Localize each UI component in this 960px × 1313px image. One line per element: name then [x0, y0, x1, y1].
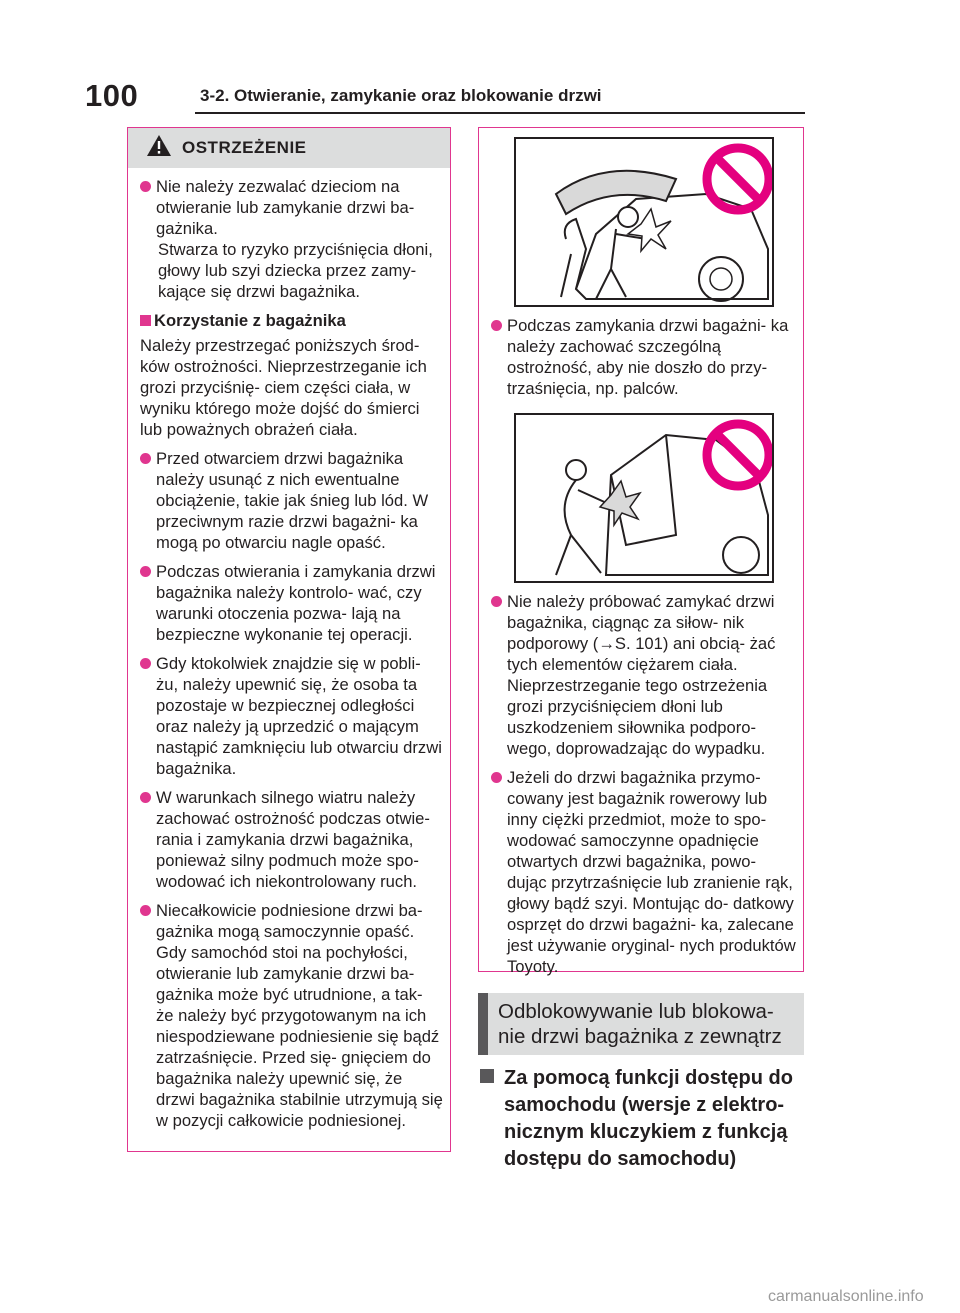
warning-bullet: Nie należy próbować zamykać drzwi bagażnika, ciągnąc za siłow- nik podporowy (→S. 101) ani obcią- żać tych elementów ciężarem ciała. Nieprzestrzeganie tego ostrzeżenia grozi przyciśnięciem dłoni lub uszkodzeniem siłownika podporo- wego, doprowadzając do wypadku. [491, 591, 797, 759]
section-banner: Odblokowywanie lub blokowa- nie drzwi bagażnika z zewnątrz [478, 993, 804, 1055]
bullet-text: Nie należy zezwalać dzieciom na otwieranie lub zamykanie drzwi ba- gażnika. [156, 177, 415, 238]
warning-bullet: Przed otwarciem drzwi bagażnika należy usunąć z nich ewentualne obciążenie, takie jak śnieg lub lód. W przeciwnym razie drzwi bagażni- ka mogą po otwarciu nagle opaść. [140, 448, 444, 553]
chapter-title: 3-2. Otwieranie, zamykanie oraz blokowanie drzwi [200, 86, 602, 105]
subhead-trunk-use: Korzystanie z bagażnika [140, 310, 444, 331]
section-heading [480, 1065, 810, 1173]
warning-bullet: Niecałkowicie podniesione drzwi ba- gażnika mogą samoczynnie opaść. Gdy samochód stoi na pochyłości, otwieranie lub zamykanie drzwi ba- gażnika może być utrudnione, a tak- że należy być przygotowanym na ich niespodziewane podniesienie się bądź zatrzaśnięcie. Przed się- gnięciem do bagażnika należy upewnić się, że drzwi bagażnika stabilnie utrzymują się w pozycji całkowicie podniesionej. [140, 900, 444, 1131]
warning-bullet: Podczas otwierania i zamykania drzwi bagażnika należy kontrolo- wać, czy warunki otoczenia pozwa- lają na bezpieczne wykonanie tej operacji. [140, 561, 444, 645]
warning-bullet: W warunkach silnego wiatru należy zachować ostrożność podczas otwie- rania i zamykania drzwi bagażnika, ponieważ silny podmuch może spo- wodować ich niekontrolowany ruch. [140, 787, 444, 892]
warning-bullet: Jeżeli do drzwi bagażnika przymo- cowany jest bagażnik rowerowy lub inny ciężki przedmiot, może to spo- wodować samoczynne opadnięcie otwartych drzwi bagażnika, powo- dując przytrzaśnięcie lub zranienie rąk, głowy bądź szyi. Montując do- datkowy osprzęt do drzwi bagażni- ka, zalecane jest używanie oryginal- nych produktów Toyoty. [491, 767, 797, 977]
warning-header [128, 128, 450, 168]
heading-square-icon [480, 1069, 494, 1083]
page-number: 100 [85, 78, 139, 113]
illustration-person-tailgate [514, 413, 774, 583]
header-rule [195, 112, 805, 114]
warning-bullet: Gdy ktokolwiek znajdzie się w pobli- żu, należy upewnić się, że osoba ta pozostaje w bezpiecznej odległości oraz należy ją uprzedzić o mającym nastąpić zamknięciu lub otwarciu drzwi bagażnika. [140, 653, 444, 779]
warning-box-right [478, 127, 804, 976]
warning-label: OSTRZEŻENIE [182, 138, 307, 157]
footer-watermark: carmanualsonline.info [768, 1288, 924, 1305]
intro-paragraph: Należy przestrzegać poniższych środ- ków ostrożności. Nieprzestrzeganie ich grozi przyciśnię- ciem części ciała, w wyniku którego może dojść do śmierci lub poważnych obrażeń ciała. [140, 336, 427, 439]
bullet-note: Stwarza to ryzyko przyciśnięcia dłoni, głowy lub szyi dziecka przez zamy- kające się drzwi bagażnika. [158, 240, 433, 301]
warning-bullet: Podczas zamykania drzwi bagażni- ka należy zachować szczególną ostrożność, aby nie doszło do przy- trzaśnięcia, np. palców. [491, 315, 797, 399]
warning-box-left [127, 127, 451, 1152]
section-heading-text: Za pomocą funkcji dostępu do samochodu (wersje z elektro- nicznym kluczykiem z funkcją dostępu do samochodu) [504, 1067, 793, 1170]
illustration-child-tailgate [514, 137, 774, 307]
warning-bullet [140, 176, 444, 302]
warning-triangle-icon [146, 134, 172, 162]
